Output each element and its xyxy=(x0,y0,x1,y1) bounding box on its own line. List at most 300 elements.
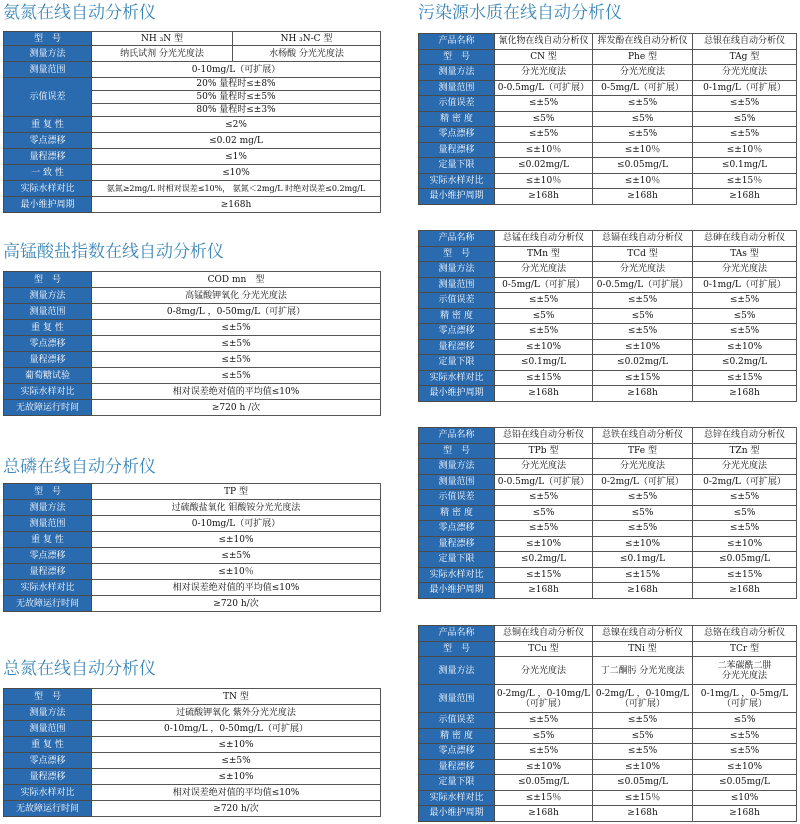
table-row xyxy=(4,753,381,769)
cell-value: COD mn 型 xyxy=(92,272,381,288)
row-label: 定量下限 xyxy=(419,775,495,791)
pollution-grid-3 xyxy=(418,427,797,599)
cell-value: ≤0.02 mg/L xyxy=(92,133,381,149)
cell-value: TCd 型 xyxy=(593,246,693,262)
table-row xyxy=(4,133,381,149)
row-label: 示值误差 xyxy=(419,490,495,506)
table-row xyxy=(419,521,797,537)
cell-value: ≤±10％ xyxy=(92,564,381,580)
cell-value: 总锌在线自动分析仪 xyxy=(693,428,797,444)
cell-value: TZn 型 xyxy=(693,443,797,459)
row-label: 实际水样对比 xyxy=(419,790,495,806)
row-label: 测量方法 xyxy=(4,500,92,516)
cell-value: TNi 型 xyxy=(593,641,693,657)
row-label: 量程漂移 xyxy=(4,352,92,368)
cell-value: ≤±10％ xyxy=(495,142,593,158)
table-row xyxy=(419,34,797,50)
row-label: 示值误差 xyxy=(419,713,495,729)
cell-value: TAs 型 xyxy=(693,246,797,262)
table-row xyxy=(419,806,797,822)
cell-value: 0-2mg/L ，0-10mg/L （可扩展） xyxy=(495,685,593,713)
cell-value: ≤5% xyxy=(495,728,593,744)
row-label: 零点漂移 xyxy=(4,133,92,149)
cell-value: ≤±5% xyxy=(92,368,381,384)
cell-value: ≤0.02mg/L xyxy=(495,158,593,174)
cell-value: NH ₃N-C 型 xyxy=(233,32,381,46)
cell-value: ≤10% xyxy=(92,165,381,181)
cell-value: NH ₃N 型 xyxy=(92,32,233,46)
row-label: 定量下限 xyxy=(419,552,495,568)
cell-value: 20% 量程时≤±8% xyxy=(92,78,381,91)
cell-value: ≤0.1mg/L xyxy=(693,158,797,174)
cell-value: ≤±5% xyxy=(693,324,797,340)
row-label: 产品名称 xyxy=(419,428,495,444)
row-label: 零点漂移 xyxy=(4,753,92,769)
row-label: 测量范围 xyxy=(4,62,92,78)
pollution-grid-4 xyxy=(418,625,797,822)
table-row xyxy=(419,641,797,657)
row-label: 量程漂移 xyxy=(419,339,495,355)
cell-value: 50% 量程时≤±5% xyxy=(92,91,381,104)
cell-value: 0-0.5mg/L（可扩展） xyxy=(495,80,593,96)
row-label: 实际水样对比 xyxy=(419,567,495,583)
cell-value: ≤±10% xyxy=(593,759,693,775)
cell-value: 0-10mg/L（可扩展） xyxy=(92,62,381,78)
cell-value: 过硫酸钾氧化 紫外分光光度法 xyxy=(92,705,381,721)
row-label: 精 密 度 xyxy=(419,728,495,744)
cell-value: ≤±15% xyxy=(693,567,797,583)
cell-value: ≥168h xyxy=(693,386,797,402)
row-label: 实际水样对比 xyxy=(4,384,92,400)
cell-value: ≤±15% xyxy=(495,567,593,583)
cell-value: TCr 型 xyxy=(693,641,797,657)
cell-value: ≥168h xyxy=(593,806,693,822)
cell-value: 0-5mg/L（可扩展） xyxy=(495,277,593,293)
cell-value: 氨氮≥2mg/L 时相对误差≤10%， 氨氮＜2mg/L 时绝对误差≤0.2mg/L xyxy=(92,181,381,197)
row-label: 重 复 性 xyxy=(4,320,92,336)
table-row xyxy=(419,262,797,278)
cell-value: ≤±10% xyxy=(92,532,381,548)
table-row xyxy=(4,705,381,721)
table-row xyxy=(4,320,381,336)
cell-value: ≤0.05mg/L xyxy=(593,775,693,791)
row-label: 量程漂移 xyxy=(4,149,92,165)
table-row xyxy=(4,181,381,197)
row-label: 测量范围 xyxy=(419,474,495,490)
row-label: 零点漂移 xyxy=(4,548,92,564)
table-row xyxy=(419,370,797,386)
cell-value: ≤0.05mg/L xyxy=(495,775,593,791)
row-label: 一 致 性 xyxy=(4,165,92,181)
tn-spec-table xyxy=(3,688,381,817)
tp-spec-table xyxy=(3,483,381,612)
cell-value: ≤±5% xyxy=(693,521,797,537)
table-row xyxy=(419,231,797,247)
cell-value: 总砷在线自动分析仪 xyxy=(693,231,797,247)
table-row xyxy=(4,564,381,580)
cell-value: 分光光度法 xyxy=(693,262,797,278)
cell-value: ≤0.02mg/L xyxy=(593,355,693,371)
row-label: 葡萄糖试验 xyxy=(4,368,92,384)
row-label: 测量方法 xyxy=(4,288,92,304)
table-row xyxy=(419,246,797,262)
table-row xyxy=(4,368,381,384)
table-row xyxy=(419,474,797,490)
cell-value: ≤±5% xyxy=(693,490,797,506)
cell-value: ≥720 h/次 xyxy=(92,596,381,612)
table-row xyxy=(4,117,381,133)
pollution-grid-1 xyxy=(418,33,797,205)
cell-value: ≤±5% xyxy=(495,744,593,760)
row-label: 型 号 xyxy=(419,641,495,657)
cell-value: ≤±10% xyxy=(495,339,593,355)
row-label: 重 复 性 xyxy=(4,737,92,753)
cell-value: ≤±5% xyxy=(693,293,797,309)
row-label: 测量范围 xyxy=(419,685,495,713)
pollution-grid-2 xyxy=(418,230,797,402)
cell-value: 0-10mg/L（可扩展） xyxy=(92,516,381,532)
table-row xyxy=(4,689,381,705)
table-row xyxy=(419,173,797,189)
cell-value: ≤0.1mg/L xyxy=(495,355,593,371)
cell-value: ≤±5% xyxy=(495,293,593,309)
cell-value: Phe 型 xyxy=(593,49,693,65)
cell-value: 分光光度法 xyxy=(495,657,593,685)
cell-value: 总锰在线自动分析仪 xyxy=(495,231,593,247)
table-row xyxy=(4,288,381,304)
row-label: 重 复 性 xyxy=(4,532,92,548)
cell-value: ≤5% xyxy=(593,728,693,744)
table-row xyxy=(419,744,797,760)
row-label: 精 密 度 xyxy=(419,505,495,521)
cell-value: ≤0.05mg/L xyxy=(693,775,797,791)
cell-value: ≤±5% xyxy=(593,324,693,340)
row-label: 示值误差 xyxy=(4,78,92,117)
cell-value: 分光光度法 xyxy=(693,459,797,475)
cell-value: ≥168h xyxy=(593,583,693,599)
cell-value: ≤±5% xyxy=(593,713,693,729)
table-row xyxy=(419,759,797,775)
cell-value: ≤±5% xyxy=(495,127,593,143)
cell-value: 氰化物在线自动分析仪 xyxy=(495,34,593,50)
cell-value: ≤±5% xyxy=(693,96,797,112)
cell-value: ≥720 h/次 xyxy=(92,801,381,817)
row-label: 示值误差 xyxy=(419,293,495,309)
cell-value: ≤2% xyxy=(92,117,381,133)
tp-title: 总磷在线自动分析仪 xyxy=(3,457,156,477)
table-row xyxy=(419,459,797,475)
row-label: 测量范围 xyxy=(419,80,495,96)
row-label: 量程漂移 xyxy=(4,769,92,785)
row-label: 最小维护周期 xyxy=(419,386,495,402)
cell-value: TN 型 xyxy=(92,689,381,705)
row-label: 重 复 性 xyxy=(4,117,92,133)
table-row xyxy=(419,567,797,583)
cell-value: 总镍在线自动分析仪 xyxy=(593,626,693,642)
cell-value: ≤0.2mg/L xyxy=(495,552,593,568)
cell-value: ≤0.2mg/L xyxy=(693,355,797,371)
cell-value: ≤5% xyxy=(593,505,693,521)
cell-value: ≤5% xyxy=(593,111,693,127)
cell-value: 总铅在线自动分析仪 xyxy=(495,428,593,444)
cell-value: TFe 型 xyxy=(593,443,693,459)
table-row xyxy=(4,769,381,785)
cell-value: ≤±5% xyxy=(693,728,797,744)
cell-value: ≤5% xyxy=(495,111,593,127)
table-row xyxy=(419,685,797,713)
cell-value: ≤±10% xyxy=(92,737,381,753)
row-label: 型 号 xyxy=(419,49,495,65)
table-row xyxy=(419,65,797,81)
table-row xyxy=(419,728,797,744)
cell-value: ≤±15% xyxy=(593,567,693,583)
table-row xyxy=(419,505,797,521)
cell-value: ≤±15% xyxy=(693,370,797,386)
cell-value: TMn 型 xyxy=(495,246,593,262)
table-row xyxy=(419,552,797,568)
cell-value: ≤0.1mg/L xyxy=(593,552,693,568)
cell-value: ≤±5% xyxy=(495,521,593,537)
cell-value: ≤±15％ xyxy=(693,173,797,189)
row-label: 型 号 xyxy=(4,689,92,705)
table-row xyxy=(419,713,797,729)
cell-value: ≤0.05mg/L xyxy=(693,552,797,568)
table-row xyxy=(419,657,797,685)
cell-value: 丁二酮肟 分光光度法 xyxy=(593,657,693,685)
row-label: 型 号 xyxy=(419,246,495,262)
table-row xyxy=(419,583,797,599)
cell-value: 挥发酚在线自动分析仪 xyxy=(593,34,693,50)
table-row xyxy=(4,400,381,416)
row-label: 测量方法 xyxy=(4,705,92,721)
cell-value: 0-0.5mg/L（可扩展） xyxy=(593,277,693,293)
cell-value: ≤±5% xyxy=(495,713,593,729)
table-row xyxy=(4,785,381,801)
pollution-title: 污染源水质在线自动分析仪 xyxy=(418,3,622,23)
cod-title: 高锰酸盐指数在线自动分析仪 xyxy=(3,242,224,262)
row-label: 最小维护周期 xyxy=(419,583,495,599)
table-row xyxy=(419,626,797,642)
row-label: 测量范围 xyxy=(4,721,92,737)
cell-value: 相对误差绝对值的平均值≤10% xyxy=(92,384,381,400)
table-row xyxy=(419,142,797,158)
row-label: 定量下限 xyxy=(419,158,495,174)
table-row xyxy=(419,80,797,96)
table-row xyxy=(419,293,797,309)
row-label: 实际水样对比 xyxy=(419,370,495,386)
row-label: 量程漂移 xyxy=(419,142,495,158)
cell-value: ≥168h xyxy=(495,583,593,599)
row-label: 定量下限 xyxy=(419,355,495,371)
cell-value: ≤±10% xyxy=(92,769,381,785)
cell-value: ≤±5% xyxy=(593,96,693,112)
row-label: 型 号 xyxy=(4,484,92,500)
cell-value: TCu 型 xyxy=(495,641,593,657)
cell-value: ≥168h xyxy=(693,806,797,822)
cell-value: 水杨酸 分光光度法 xyxy=(233,46,381,62)
row-label: 测量范围 xyxy=(4,516,92,532)
cell-value: 总铁在线自动分析仪 xyxy=(593,428,693,444)
cell-value: 总镉在线自动分析仪 xyxy=(593,231,693,247)
cell-value: ≤±10% xyxy=(593,536,693,552)
row-label: 最小维护周期 xyxy=(4,197,92,213)
cell-value: ≤±10％ xyxy=(593,173,693,189)
table-row xyxy=(4,78,381,91)
cell-value: 总银在线自动分析仪 xyxy=(693,34,797,50)
cell-value: ≥720 h /次 xyxy=(92,400,381,416)
cell-value: ≥168h xyxy=(495,189,593,205)
cod-spec-table xyxy=(3,271,381,416)
table-row xyxy=(419,428,797,444)
cell-value: 0-8mg/L ，0-50mg/L（可扩展） xyxy=(92,304,381,320)
cell-value: ≤1% xyxy=(92,149,381,165)
cell-value: CN 型 xyxy=(495,49,593,65)
cell-value: ≤5% xyxy=(693,505,797,521)
table-row xyxy=(4,272,381,288)
table-row xyxy=(419,339,797,355)
cell-value: ≤±5% xyxy=(495,324,593,340)
cell-value: ≥168h xyxy=(593,386,693,402)
table-row xyxy=(4,336,381,352)
cell-value: ≥168h xyxy=(495,386,593,402)
tn-title: 总氮在线自动分析仪 xyxy=(3,659,156,679)
table-row xyxy=(4,149,381,165)
cell-value: 0-10mg/L ，0-50mg/L（可扩展） xyxy=(92,721,381,737)
cell-value: 分光光度法 xyxy=(593,65,693,81)
cell-value: ≤±5% xyxy=(92,753,381,769)
table-row xyxy=(419,189,797,205)
row-label: 精 密 度 xyxy=(419,111,495,127)
table-row xyxy=(4,801,381,817)
cell-value: ≤±10％ xyxy=(693,142,797,158)
cell-value: 分光光度法 xyxy=(495,459,593,475)
cell-value: 纳氏试剂 分光光度法 xyxy=(92,46,233,62)
row-label: 实际水样对比 xyxy=(4,580,92,596)
cell-value: TPb 型 xyxy=(495,443,593,459)
row-label: 实际水样对比 xyxy=(4,785,92,801)
cell-value: ≤±10％ xyxy=(593,142,693,158)
table-row xyxy=(4,62,381,78)
cell-value: 总铬在线自动分析仪 xyxy=(693,626,797,642)
cell-value: ≥168h xyxy=(92,197,381,213)
cell-value: 0-1mg/L（可扩展） xyxy=(693,80,797,96)
cell-value: ≤±5% xyxy=(593,490,693,506)
cell-value: 二苯碳酰二肼 分光光度法 xyxy=(693,657,797,685)
cell-value: 0-5mg/L（可扩展） xyxy=(593,80,693,96)
cell-value: 相对误差绝对值的平均值≤10% xyxy=(92,580,381,596)
row-label: 最小维护周期 xyxy=(419,806,495,822)
cell-value: 0-1mg/L ，0-5mg/L （可扩展） xyxy=(693,685,797,713)
cell-value: 分光光度法 xyxy=(495,65,593,81)
row-label: 测量方法 xyxy=(4,46,92,62)
row-label: 实际水样对比 xyxy=(4,181,92,197)
table-row xyxy=(4,197,381,213)
row-label: 零点漂移 xyxy=(419,324,495,340)
cell-value: ≤±5% xyxy=(495,490,593,506)
cell-value: 0-2mg/L ，0-10mg/L （可扩展） xyxy=(593,685,693,713)
table-row xyxy=(419,386,797,402)
row-label: 测量范围 xyxy=(419,277,495,293)
cell-value: ≤0.05mg/L xyxy=(593,158,693,174)
table-row xyxy=(4,304,381,320)
table-row xyxy=(4,580,381,596)
table-row xyxy=(419,775,797,791)
table-row xyxy=(4,384,381,400)
cell-value: ≥168h xyxy=(593,189,693,205)
cell-value: ≤5% xyxy=(693,308,797,324)
cell-value: 0-2mg/L（可扩展） xyxy=(693,474,797,490)
cell-value: TAg 型 xyxy=(693,49,797,65)
row-label: 测量范围 xyxy=(4,304,92,320)
cell-value: TP 型 xyxy=(92,484,381,500)
row-label: 型 号 xyxy=(4,32,92,46)
cell-value: 0-1mg/L（可扩展） xyxy=(693,277,797,293)
row-label: 无故障运行时间 xyxy=(4,801,92,817)
table-row xyxy=(4,484,381,500)
table-row xyxy=(4,46,381,62)
table-row xyxy=(4,548,381,564)
row-label: 测量方法 xyxy=(419,657,495,685)
table-row xyxy=(4,165,381,181)
table-row xyxy=(419,308,797,324)
table-row xyxy=(4,532,381,548)
cell-value: ≤5% xyxy=(593,308,693,324)
cell-value: ≤±5% xyxy=(593,293,693,309)
row-label: 无故障运行时间 xyxy=(4,596,92,612)
row-label: 最小维护周期 xyxy=(419,189,495,205)
row-label: 量程漂移 xyxy=(419,759,495,775)
cell-value: 分光光度法 xyxy=(693,65,797,81)
row-label: 量程漂移 xyxy=(419,536,495,552)
cell-value: ≤±5% xyxy=(92,352,381,368)
cell-value: ≤±5% xyxy=(495,96,593,112)
cell-value: ≤±5% xyxy=(92,548,381,564)
row-label: 零点漂移 xyxy=(419,521,495,537)
row-label: 示值误差 xyxy=(419,96,495,112)
cell-value: 总铜在线自动分析仪 xyxy=(495,626,593,642)
cell-value: ≤10% xyxy=(693,790,797,806)
table-row xyxy=(4,721,381,737)
cell-value: ≤±15％ xyxy=(495,790,593,806)
ammonia-spec-table xyxy=(3,31,381,213)
cell-value: ≤5% xyxy=(495,505,593,521)
cell-value: ≤±5% xyxy=(593,744,693,760)
cell-value: ≤±10% xyxy=(495,759,593,775)
row-label: 产品名称 xyxy=(419,626,495,642)
cell-value: ≤±10% xyxy=(495,536,593,552)
table-row xyxy=(4,32,381,46)
cell-value: 过硫酸盐氧化 钼酸铵分光光度法 xyxy=(92,500,381,516)
cell-value: ≤±5% xyxy=(693,127,797,143)
cell-value: ≤5% xyxy=(693,111,797,127)
cell-value: ≤±15％ xyxy=(593,790,693,806)
cell-value: ≥168h xyxy=(693,583,797,599)
table-row xyxy=(419,158,797,174)
cell-value: ≤±5% xyxy=(92,320,381,336)
table-row xyxy=(4,500,381,516)
cell-value: ≤5% xyxy=(693,713,797,729)
row-label: 零点漂移 xyxy=(419,127,495,143)
cell-value: ≤±5% xyxy=(92,336,381,352)
table-row xyxy=(419,49,797,65)
table-row xyxy=(419,536,797,552)
table-row xyxy=(4,596,381,612)
table-row xyxy=(419,443,797,459)
row-label: 产品名称 xyxy=(419,231,495,247)
cell-value: ≤±10% xyxy=(593,339,693,355)
table-row xyxy=(419,355,797,371)
cell-value: 分光光度法 xyxy=(593,262,693,278)
